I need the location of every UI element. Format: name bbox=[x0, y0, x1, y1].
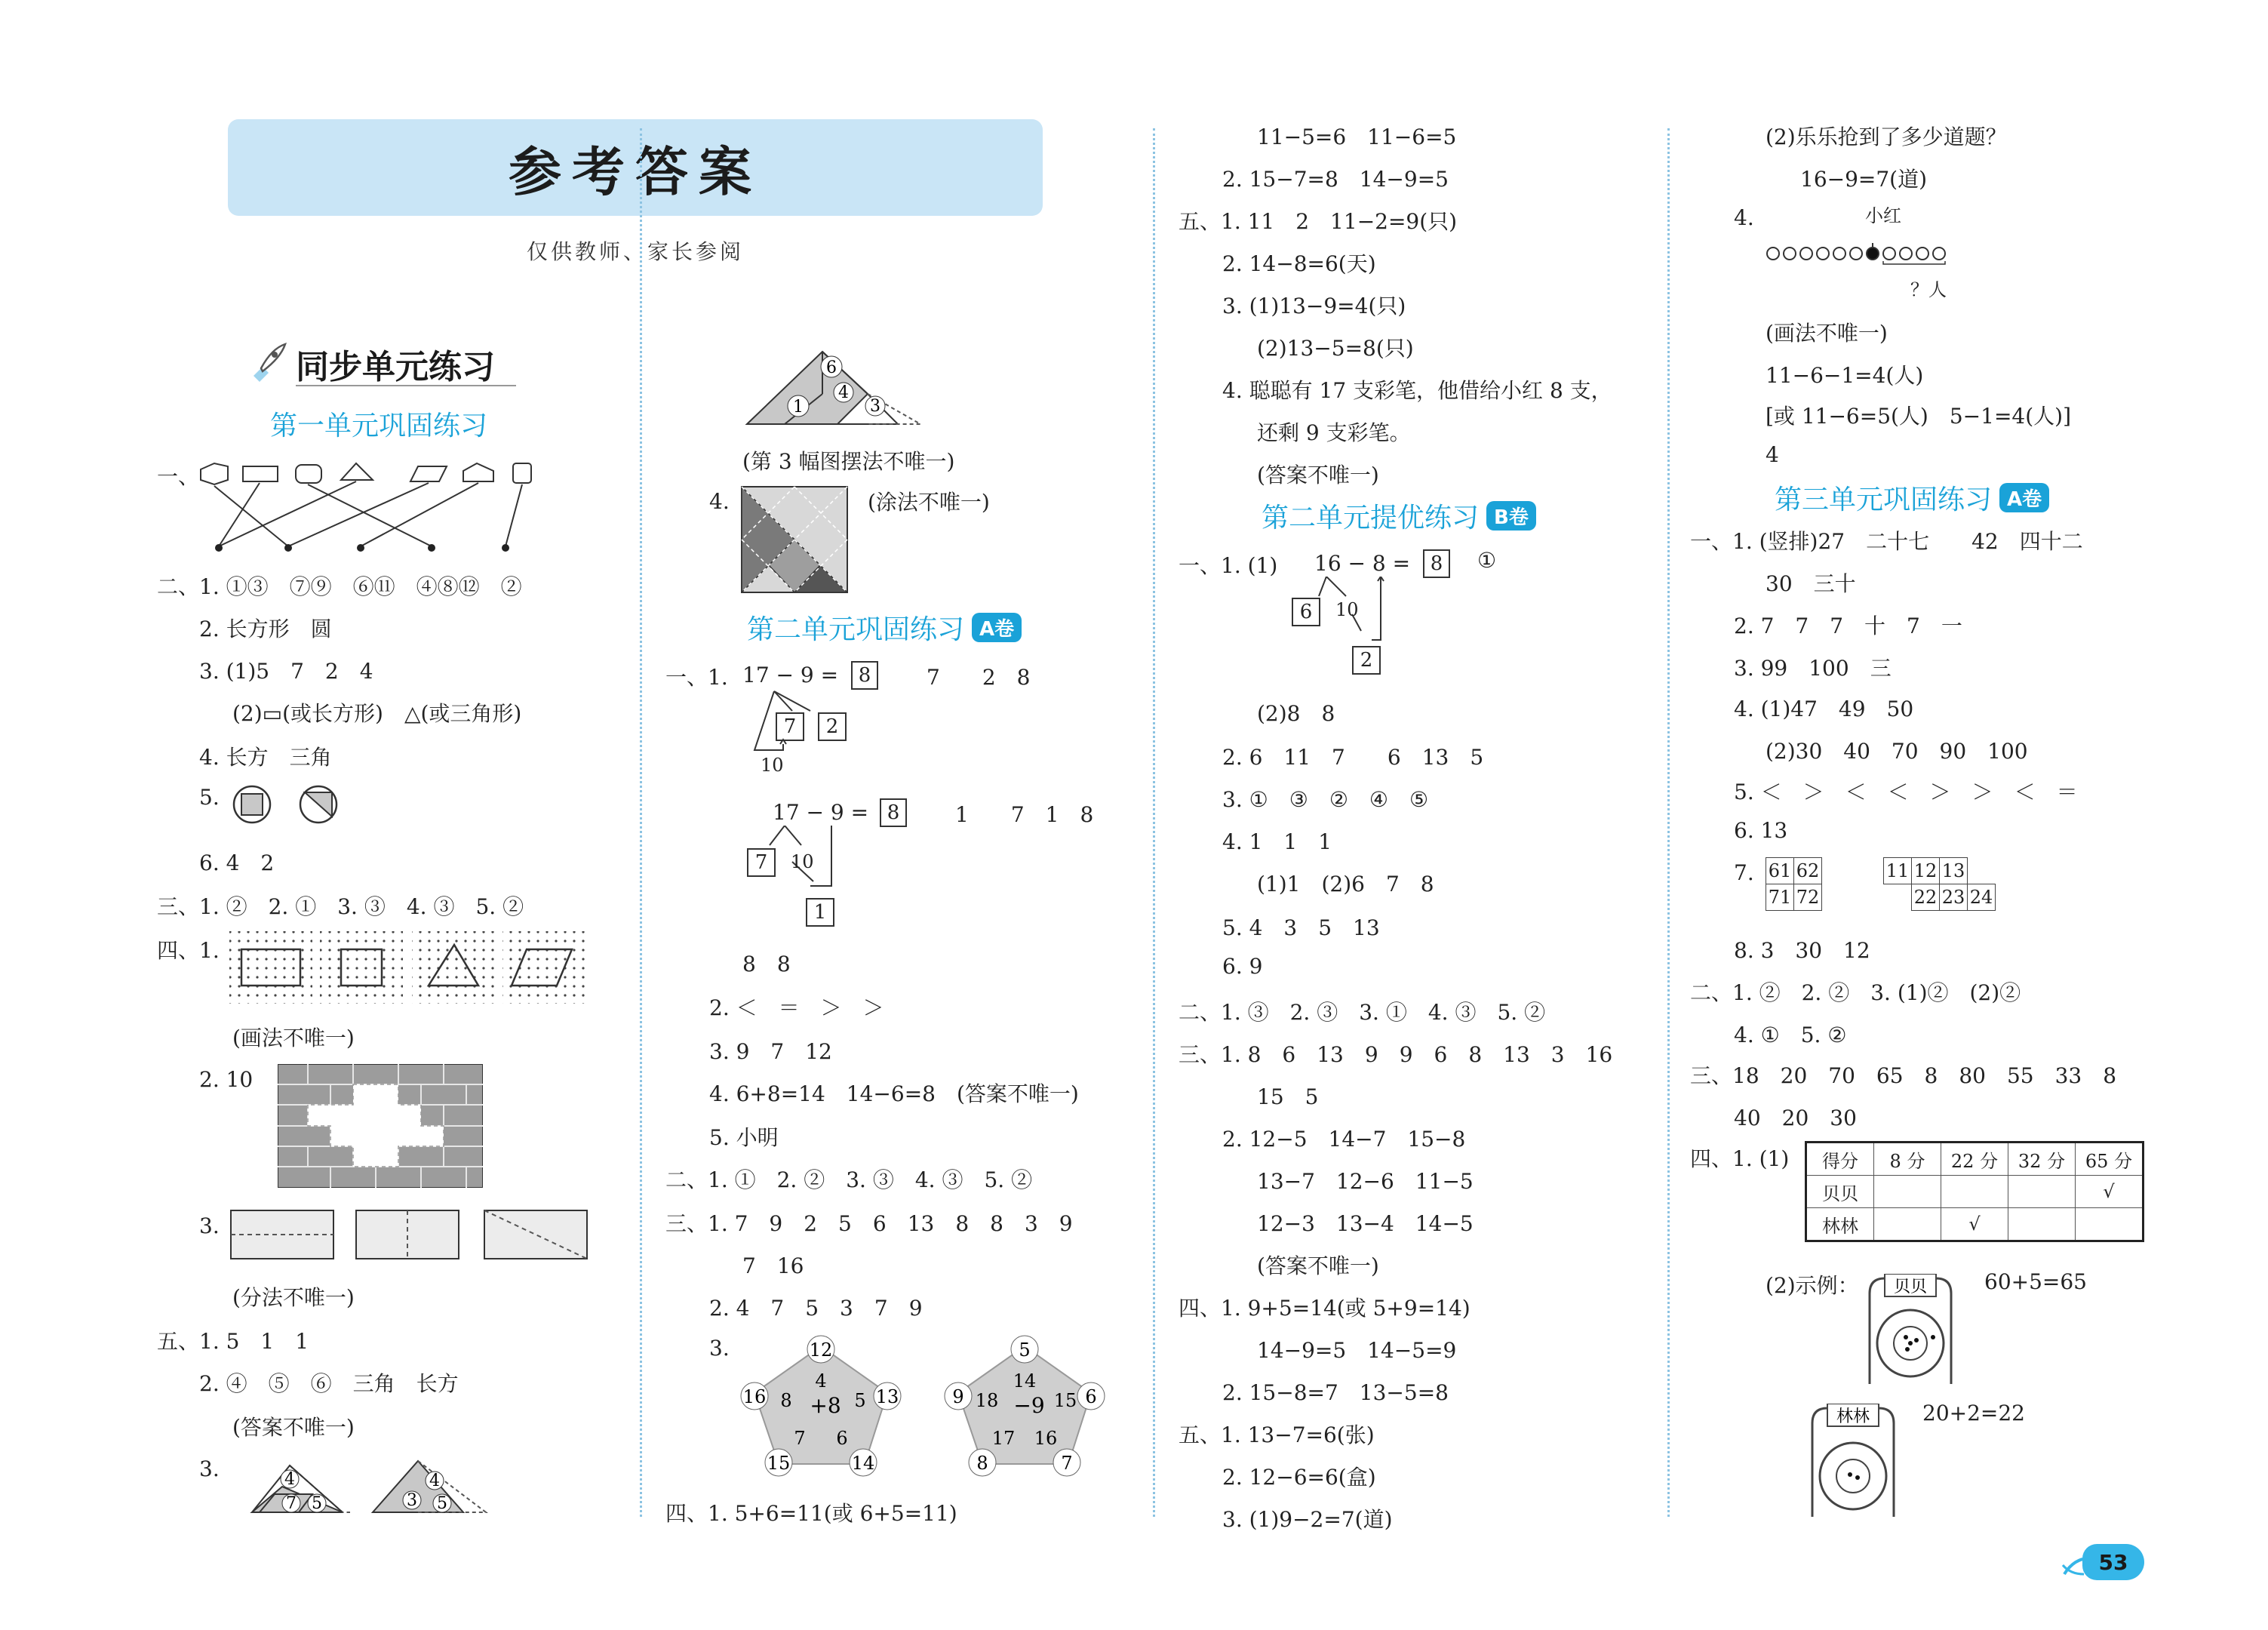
c3-y3: 3. ① ③ ② ④ ⑤ bbox=[1222, 787, 1429, 812]
c4-h2: 16−9=7(道) bbox=[1800, 167, 1928, 192]
grid1-cell: 61 bbox=[1766, 858, 1794, 884]
c4-q2: (2)示例： bbox=[1766, 1273, 1859, 1298]
c3-s1b: 15 5 bbox=[1257, 1084, 1319, 1109]
p1-bl: 7 bbox=[794, 1428, 806, 1449]
p2-b1: 8 bbox=[976, 1453, 988, 1474]
p1-b2: 14 bbox=[851, 1453, 875, 1474]
circle-shapes-figure bbox=[231, 782, 344, 827]
c2-san-1: 三、1. 7 9 2 5 6 13 8 8 3 9 bbox=[665, 1211, 1073, 1236]
c3-y1-b2: 2 bbox=[1352, 646, 1381, 675]
c3-l1: 11−5=6 11−6=5 bbox=[1257, 125, 1457, 149]
p2-bl: 17 bbox=[991, 1428, 1016, 1449]
page-title: 参考答案 bbox=[509, 140, 762, 203]
c2-a5: 5. 小明 bbox=[709, 1125, 779, 1150]
c2-eq2-b1: 7 bbox=[747, 848, 776, 877]
c4-q2-eq2: 20+2=22 bbox=[1922, 1401, 2025, 1425]
c2-er: 二、1. ① 2. ② 3. ③ 4. ③ 5. ② bbox=[665, 1167, 1033, 1192]
c4-h3-bottom: ？人 bbox=[1910, 279, 1947, 300]
score-cell bbox=[1874, 1208, 1941, 1241]
c4-h3: 4. bbox=[1734, 205, 1754, 230]
q-er-5: 5. bbox=[199, 785, 220, 810]
c3-y1-sub: 10 bbox=[1335, 599, 1359, 620]
unit1-header: 第一单元巩固练习 bbox=[270, 411, 488, 441]
q-er-2: 2. 长方形 圆 bbox=[199, 617, 332, 641]
badge-a-2: A卷 bbox=[1999, 483, 2049, 512]
score-cell bbox=[1941, 1176, 2008, 1208]
p1-l2: 8 bbox=[780, 1390, 792, 1411]
c3-y1-box: 8 bbox=[1423, 549, 1450, 578]
c4-n1b: 40 20 30 bbox=[1734, 1106, 1857, 1130]
grid1-cell: 72 bbox=[1794, 884, 1822, 911]
c4-k5: 5. ＜ ＞ ＜ ＜ ＞ ＞ ＜ ＝ bbox=[1734, 780, 2078, 804]
c4-h7: 4 bbox=[1766, 442, 1779, 467]
subtitle: 仅供教师、家长参阅 bbox=[526, 239, 744, 264]
c4-m1: 二、1. ② 2. ② 3. (1)② (2)② bbox=[1690, 980, 2021, 1005]
grid2-cell: 22 bbox=[1912, 884, 1940, 911]
c2-san-2: 2. 4 7 5 3 7 9 bbox=[709, 1296, 923, 1321]
score-cell: √ bbox=[2076, 1176, 2144, 1208]
p1-b1: 15 bbox=[767, 1453, 791, 1474]
q-san: 三、1. ② 2. ① 3. ③ 4. ③ 5. ② bbox=[157, 894, 524, 919]
grid2-cell: 24 bbox=[1968, 884, 1996, 911]
p2-op: −9 bbox=[1013, 1393, 1045, 1418]
score-cell: 林林 bbox=[1806, 1208, 1874, 1241]
q-wu-2-note: (答案不唯一) bbox=[232, 1415, 355, 1440]
q-wu-3: 3. bbox=[199, 1456, 220, 1481]
score-cell bbox=[2008, 1176, 2076, 1208]
c2-eq1-b1: 7 bbox=[776, 712, 804, 741]
beibei-label: 贝贝 bbox=[1893, 1278, 1928, 1296]
number-grid-2 bbox=[1883, 857, 1996, 911]
q-wu-2: 2. ④ ⑤ ⑥ 三角 长方 bbox=[199, 1371, 459, 1396]
q-er-3: 3. (1)5 7 2 4 bbox=[199, 659, 373, 684]
q-er-6: 6. 4 2 bbox=[199, 850, 275, 875]
c4-k1: 一、1. (竖排)27 二十七 42 四十二 bbox=[1690, 529, 2083, 554]
c3-s2c: 12−3 13−4 14−5 bbox=[1257, 1211, 1474, 1236]
c4-h3-top: 小红 bbox=[1865, 205, 1901, 226]
svg-text:7: 7 bbox=[286, 1494, 297, 1513]
c4-h5: 11−6−1=4(人) bbox=[1766, 363, 1924, 388]
c4-k1b: 30 三十 bbox=[1766, 571, 1856, 596]
unit3a-header bbox=[1775, 478, 2049, 517]
unit2a-header bbox=[747, 608, 1022, 647]
c4-h6: [或 11−6=5(人) 5−1=4(人)] bbox=[1766, 404, 2071, 429]
p1-br: 6 bbox=[836, 1428, 848, 1449]
tangram-triangle-figure bbox=[739, 340, 928, 430]
p2-b2: 7 bbox=[1061, 1453, 1073, 1474]
c3-f1: 四、1. 9+5=14(或 5+9=14) bbox=[1179, 1296, 1471, 1321]
c2-san-1b: 7 16 bbox=[742, 1253, 804, 1278]
c2-q4: 4. bbox=[709, 489, 730, 514]
title-banner bbox=[228, 119, 1043, 216]
pentagon-puzzle-2 bbox=[940, 1328, 1114, 1479]
column-separator bbox=[1667, 128, 1670, 1517]
badge-b: B卷 bbox=[1486, 501, 1536, 531]
score-cell: √ bbox=[1941, 1208, 2008, 1241]
c4-n1: 三、18 20 70 65 8 80 55 33 8 bbox=[1690, 1063, 2117, 1088]
grid2-cell bbox=[1968, 858, 1996, 884]
p2-right: 6 bbox=[1085, 1386, 1097, 1407]
p2-l2: 18 bbox=[975, 1390, 999, 1411]
p2-r2: 15 bbox=[1053, 1390, 1077, 1411]
c3-s1: 三、1. 8 6 13 9 9 6 8 13 3 16 bbox=[1179, 1042, 1613, 1067]
p1-center: 4 bbox=[815, 1370, 827, 1392]
linlin-label: 林林 bbox=[1836, 1407, 1870, 1426]
c3-y5: 5. 4 3 5 13 bbox=[1222, 915, 1380, 940]
c3-s2b: 13−7 12−6 11−5 bbox=[1257, 1169, 1474, 1194]
q-er-1: 二、1. ①③ ⑦⑨ ⑥⑪ ④⑧⑫ ② bbox=[157, 574, 522, 599]
unit2b-header bbox=[1262, 497, 1536, 535]
pentagon-puzzle-1 bbox=[736, 1328, 910, 1479]
svg-text:3: 3 bbox=[407, 1491, 417, 1510]
p1-r2: 5 bbox=[854, 1390, 866, 1411]
q-si-3: 3. bbox=[199, 1213, 220, 1238]
c4-k6: 6. 13 bbox=[1734, 818, 1788, 843]
c4-m2: 4. ① 5. ② bbox=[1734, 1023, 1847, 1047]
score-head: 32 分 bbox=[2008, 1143, 2076, 1176]
target-board-beibei bbox=[1864, 1274, 1957, 1384]
triangle-puzzle-figures bbox=[229, 1450, 501, 1518]
p1-right: 13 bbox=[875, 1386, 899, 1407]
c2-a3: 3. 9 7 12 bbox=[709, 1039, 832, 1064]
c3-l7: 4. 聪聪有 17 支彩笔，他借给小红 8 支， bbox=[1222, 378, 1612, 403]
q-si-3-note: (分法不唯一) bbox=[232, 1285, 355, 1310]
q-si-2: 2. 10 bbox=[199, 1067, 254, 1092]
c2-q4-note: (涂法不唯一) bbox=[868, 490, 990, 515]
c2-si-1: 四、1. 5+6=11(或 6+5=11) bbox=[665, 1501, 957, 1526]
c4-k3: 3. 99 100 三 bbox=[1734, 656, 1892, 681]
c2-eq1-box: 8 bbox=[851, 661, 878, 690]
svg-text:4: 4 bbox=[284, 1470, 295, 1489]
score-head: 22 分 bbox=[1941, 1143, 2008, 1176]
shape-matching-diagram bbox=[198, 456, 545, 554]
c3-f1b: 14−9=5 14−5=9 bbox=[1257, 1338, 1457, 1363]
q-si-1-note: (画法不唯一) bbox=[232, 1026, 355, 1050]
c3-s2n: (答案不唯一) bbox=[1257, 1253, 1379, 1278]
c3-s2: 2. 12−5 14−7 15−8 bbox=[1222, 1127, 1466, 1152]
c3-y1-eq: 16 − 8 = bbox=[1314, 551, 1411, 576]
c2-eq2-box: 8 bbox=[880, 798, 907, 827]
svg-text:1: 1 bbox=[793, 398, 804, 417]
dot-grid-drawings bbox=[228, 930, 590, 1005]
grid2-cell: 11 bbox=[1884, 858, 1912, 884]
score-table bbox=[1805, 1141, 2144, 1242]
c2-yi-1: 一、1. bbox=[665, 665, 728, 690]
p2-top: 5 bbox=[1019, 1339, 1031, 1361]
c4-h1: (2)乐乐抢到了多少道题？ bbox=[1766, 125, 2007, 149]
c4-q1: 四、1. (1) bbox=[1690, 1146, 1790, 1171]
c3-y6: 6. 9 bbox=[1222, 954, 1263, 979]
c3-l6: (2)13−5=8(只) bbox=[1257, 336, 1414, 361]
c4-k4: 4. (1)47 49 50 bbox=[1734, 697, 1914, 721]
unit3a-header-text: 第三单元巩固练习 bbox=[1775, 484, 1993, 515]
c3-y1-b1: 6 bbox=[1292, 598, 1320, 626]
grid2-cell: 23 bbox=[1940, 884, 1968, 911]
c2-eq2-sub: 10 bbox=[791, 851, 814, 872]
q-wu-1: 五、1. 5 1 1 bbox=[157, 1329, 309, 1354]
score-head: 得分 bbox=[1806, 1143, 1874, 1176]
section-underline bbox=[296, 385, 516, 386]
p2-br: 16 bbox=[1034, 1428, 1058, 1449]
grid2-cell bbox=[1884, 884, 1912, 911]
p1-op: +8 bbox=[810, 1393, 841, 1418]
c2-note-1: (第 3 幅图摆法不唯一) bbox=[742, 449, 955, 474]
c3-e1: 二、1. ③ 2. ③ 3. ① 4. ③ 5. ② bbox=[1179, 1000, 1546, 1025]
tangram-square-figure bbox=[741, 486, 848, 593]
c4-k8: 8. 3 30 12 bbox=[1734, 938, 1870, 963]
c2-eq2-b2: 1 bbox=[806, 898, 834, 927]
page-number: 53 bbox=[2082, 1544, 2144, 1580]
p1-left: 16 bbox=[742, 1386, 767, 1407]
c3-l2: 2. 15−7=8 14−9=5 bbox=[1222, 167, 1449, 192]
c3-l3: 五、1. 11 2 11−2=9(只) bbox=[1179, 209, 1458, 234]
c3-y1-tail: ① bbox=[1477, 548, 1497, 573]
unit2a-header-text: 第二单元巩固练习 bbox=[747, 614, 965, 645]
q-yi-label: 一、 bbox=[157, 464, 200, 489]
column-separator bbox=[1153, 128, 1155, 1517]
queue-circles bbox=[1766, 243, 1977, 266]
c3-g1: 五、1. 13−7=6(张) bbox=[1179, 1422, 1375, 1447]
p2-center: 14 bbox=[1013, 1370, 1037, 1392]
score-head: 65 分 bbox=[2076, 1143, 2144, 1176]
grid1-cell: 71 bbox=[1766, 884, 1794, 911]
c4-k2: 2. 7 7 7 十 7 一 bbox=[1734, 614, 1962, 638]
c2-eq1-b2: 2 bbox=[818, 712, 847, 741]
c2-eq2: 17 − 9 = bbox=[773, 800, 869, 825]
c2-san-3: 3. bbox=[709, 1336, 730, 1361]
c3-y1-2: (2)8 8 bbox=[1257, 701, 1335, 726]
c2-eq1-tail: 7 2 8 bbox=[927, 665, 1031, 690]
column-separator bbox=[640, 128, 642, 1517]
c3-g2: 2. 12−6=6(盒) bbox=[1222, 1465, 1376, 1490]
c3-l4: 2. 14−8=6(天) bbox=[1222, 251, 1376, 276]
c3-y2: 2. 6 11 7 6 13 5 bbox=[1222, 745, 1484, 770]
score-cell bbox=[2076, 1208, 2144, 1241]
c3-g3: 3. (1)9−2=7(道) bbox=[1222, 1507, 1393, 1532]
svg-text:5: 5 bbox=[312, 1494, 322, 1513]
q-si-1: 四、1. bbox=[157, 938, 220, 963]
score-cell bbox=[1874, 1176, 1941, 1208]
unit2b-header-text: 第二单元提优练习 bbox=[1262, 503, 1480, 534]
c3-l5: 3. (1)13−9=4(只) bbox=[1222, 294, 1406, 318]
number-grid-1 bbox=[1766, 857, 1822, 911]
c3-f2: 2. 15−8=7 13−5=8 bbox=[1222, 1380, 1449, 1405]
p1-top: 12 bbox=[809, 1339, 833, 1361]
svg-text:6: 6 bbox=[826, 358, 837, 377]
brick-wall-figure bbox=[278, 1064, 483, 1188]
grid2-cell: 13 bbox=[1940, 858, 1968, 884]
c3-y4b: (1)1 (2)6 7 8 bbox=[1257, 872, 1434, 896]
c4-h4: (画法不唯一) bbox=[1766, 321, 1888, 346]
badge-a: A卷 bbox=[972, 613, 1022, 642]
svg-text:4: 4 bbox=[838, 383, 849, 402]
c3-l8: 还剩 9 支彩笔。 bbox=[1257, 420, 1411, 445]
svg-text:3: 3 bbox=[870, 397, 880, 416]
score-cell bbox=[2008, 1208, 2076, 1241]
section-title: 同步单元练习 bbox=[296, 348, 495, 386]
q-er-3b: (2)▭(或长方形) △(或三角形) bbox=[232, 701, 522, 726]
c4-k7: 7. bbox=[1734, 860, 1754, 885]
c3-y4: 4. 1 1 1 bbox=[1222, 829, 1332, 854]
c2-eq1: 17 − 9 = bbox=[742, 663, 839, 687]
grid2-cell: 12 bbox=[1912, 858, 1940, 884]
score-cell: 贝贝 bbox=[1806, 1176, 1874, 1208]
svg-text:4: 4 bbox=[429, 1472, 440, 1490]
c2-eq2-tail: 1 7 1 8 bbox=[955, 802, 1094, 827]
c4-k4b: (2)30 40 70 90 100 bbox=[1766, 739, 2028, 764]
rocket-icon bbox=[246, 341, 288, 383]
c3-l9: (答案不唯一) bbox=[1257, 463, 1379, 487]
c2-a2: 2. ＜ ＝ ＞ ＞ bbox=[709, 995, 884, 1020]
q-er-4: 4. 长方 三角 bbox=[199, 745, 332, 770]
c2-eq1-sub: 10 bbox=[761, 755, 784, 776]
score-head: 8 分 bbox=[1874, 1143, 1941, 1176]
division-rectangles bbox=[229, 1207, 592, 1262]
p2-left: 9 bbox=[952, 1386, 964, 1407]
c2-a4: 4. 6+8=14 14−6=8 (答案不唯一) bbox=[709, 1081, 1079, 1106]
svg-text:5: 5 bbox=[437, 1494, 447, 1513]
target-board-linlin bbox=[1806, 1404, 1900, 1517]
c2-a88: 8 8 bbox=[742, 952, 791, 976]
c4-q2-eq1: 60+5=65 bbox=[1984, 1269, 2087, 1294]
grid1-cell: 62 bbox=[1794, 858, 1822, 884]
c3-y1: 一、1. (1) bbox=[1179, 553, 1278, 578]
